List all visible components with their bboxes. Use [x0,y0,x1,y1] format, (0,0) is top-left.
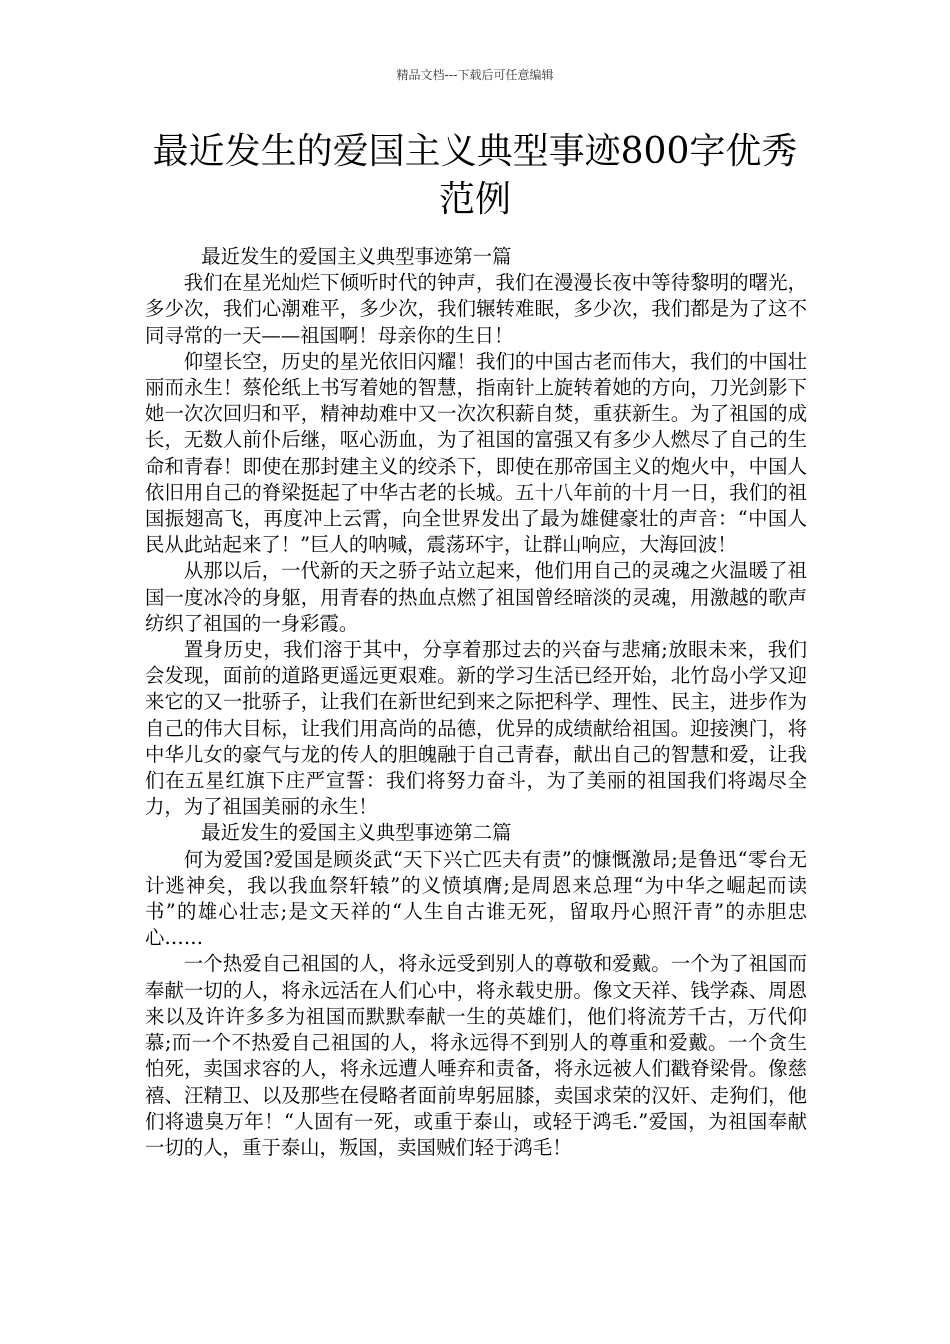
paragraph: 从那以后，一代新的天之骄子站立起来，他们用自己的灵魂之火温暖了祖国一度冰冷的身躯，用青春的热血点燃了祖国曾经暗淡的灵魂，用激越的歌声纺织了祖国的一身彩霞。 [145,559,807,635]
paragraph: 一个热爱自己祖国的人，将永远受到别人的尊敬和爱戴。一个为了祖国而奉献一切的人，将永远活在人们心中，将永载史册。像文天祥、钱学森、周恩来以及许许多多为祖国而默默奉献一生的英雄们，他们将流芳千古，万代仰慕;而一个不热爱自己祖国的人，将永远得不到别人的尊重和爱戴。一个贪生怕死，卖国求容的人，将永远遭人唾弃和责备，将永远被人们戳脊梁骨。像慈禧、汪精卫、以及那些在侵略者面前卑躬屈膝，卖国求荣的汉奸、走狗们，他们将遗臭万年！“人固有一死，或重于泰山，或轻于鸿毛.”爱国，为祖国奉献一切的人，重于泰山，叛国，卖国贼们轻于鸿毛！ [145,952,807,1159]
section-heading: 最近发生的爱国主义典型事迹第二篇 [201,821,512,845]
document-title [130,128,820,224]
paragraph: 我们在星光灿烂下倾听时代的钟声，我们在漫漫长夜中等待黎明的曙光，多少次，我们心潮难平，多少次，我们辗转难眠，多少次，我们都是为了这不同寻常的一天——祖国啊！母亲你的生日！ [145,271,807,347]
title-line-1: 最近发生的爱国主义典型事迹800字优秀 [152,131,798,172]
document-body [145,244,807,1161]
title-line-2: 范例 [438,179,511,220]
section-heading: 最近发生的爱国主义典型事迹第一篇 [201,245,512,268]
paragraph: 置身历史，我们溶于其中，分享着那过去的兴奋与悲痛;放眼未来，我们会发现，面前的道路更遥远更艰难。新的学习生活已经开始，北竹岛小学又迎来它的又一批骄子，让我们在新世纪到来之际把科学、理性、民主，进步作为自己的伟大目标，让我们用高尚的品德，优异的成绩献给祖国。迎接澳门，将中华儿女的豪气与龙的传人的胆魄融于自己青春，献出自己的智慧和爱，让我们在五星红旗下庄严宣誓：我们将努力奋斗，为了美丽的祖国我们将竭尽全力，为了祖国美丽的永生！ [145,638,807,819]
paragraph: 何为爱国?爱国是顾炎武“天下兴亡匹夫有责”的慷慨激昂;是鲁迅“零台无计逃神矣，我以我血祭轩辕”的义愤填膺;是周恩来总理“为中华之崛起而读书”的雄心壮志;是文天祥的“人生自古谁无死，留取丹心照汗青”的赤胆忠心…… [145,847,807,950]
page-header: 精品文档---下载后可任意编辑 [396,68,554,82]
paragraph: 仰望长空，历史的星光依旧闪耀！我们的中国古老而伟大，我们的中国壮丽而永生！蔡伦纸上书写着她的智慧，指南针上旋转着她的方向，刀光剑影下她一次次回归和平，精神劫难中又一次次积薪自焚，重获新生。为了祖国的成长，无数人前仆后继，呕心沥血，为了祖国的富强又有多少人燃尽了自己的生命和青春！即使在那封建主义的绞杀下，即使在那帝国主义的炮火中，中国人依旧用自己的脊梁挺起了中华古老的长城。五十八年前的十月一日，我们的祖国振翅高飞，再度冲上云霄，向全世界发出了最为雄健豪壮的声音：“中国人民从此站起来了！”巨人的呐喊，震荡环宇，让群山响应，大海回波！ [145,349,807,557]
